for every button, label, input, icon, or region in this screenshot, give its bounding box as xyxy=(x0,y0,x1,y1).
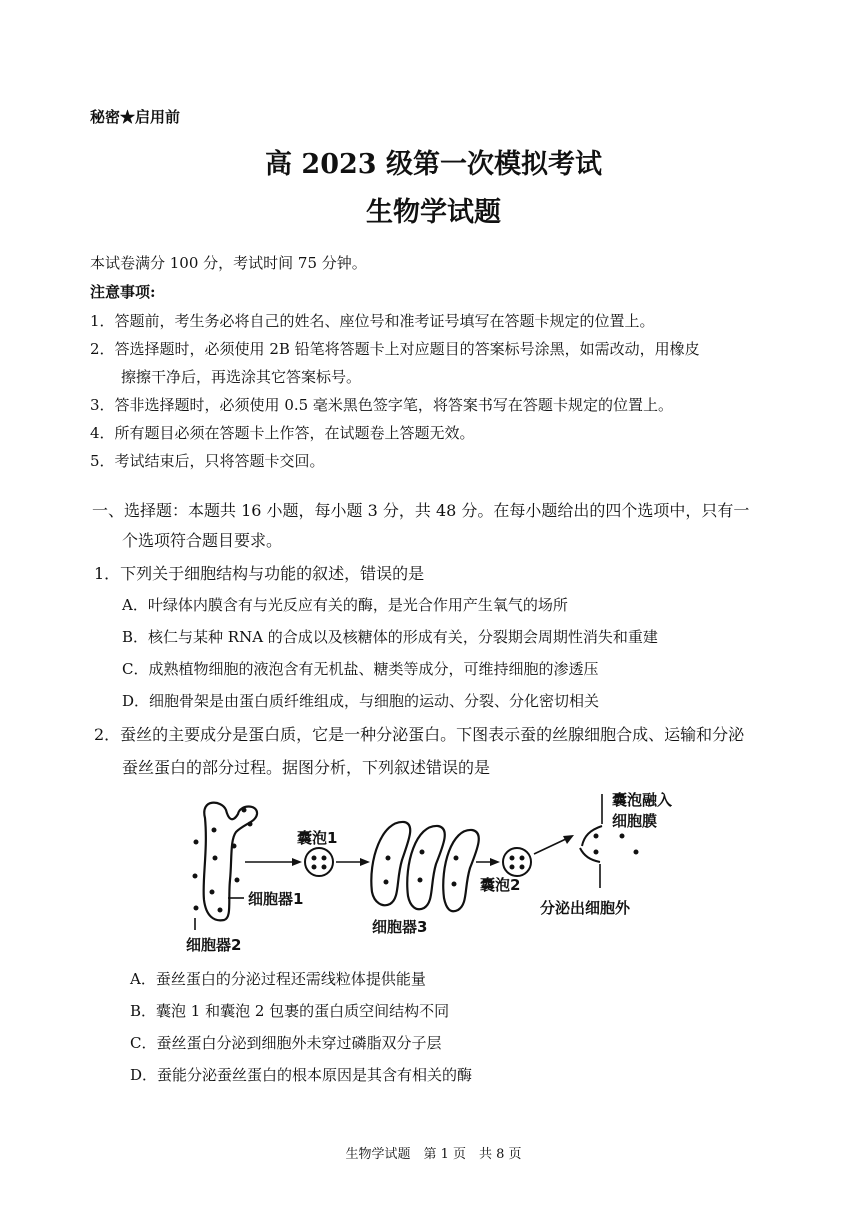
page-footer: 生物学试题 第 1 页 共 8 页 xyxy=(345,1147,522,1162)
note-item: 5．考试结束后，只将答题卡交回。 xyxy=(90,452,325,470)
q2-option-a: A．蚕丝蛋白的分泌过程还需线粒体提供能量 xyxy=(130,970,426,988)
organelle2-label: 细胞器2 xyxy=(186,936,242,954)
ribosome-dots xyxy=(193,808,253,913)
vesicle-fuse-label: 囊泡融入 xyxy=(612,791,673,809)
question-1-stem: 1．下列关于细胞结构与功能的叙述，错误的是 xyxy=(94,564,425,583)
section-heading-cont: 个选项符合题目要求。 xyxy=(122,531,283,550)
secretion-diagram xyxy=(0,780,867,960)
exam-duration: 本试卷满分 100 分，考试时间 75 分钟。 xyxy=(90,254,367,272)
question-2-stem: 2．蚕丝的主要成分是蛋白质，它是一种分泌蛋白。下图表示蚕的丝腺细胞合成、运输和分泌 xyxy=(94,725,745,744)
vesicle2-label: 囊泡2 xyxy=(480,876,521,894)
q1-option-a: A．叶绿体内膜含有与光反应有关的酶，是光合作用产生氧气的场所 xyxy=(122,596,568,614)
q2-option-c: C．蚕丝蛋白分泌到细胞外未穿过磷脂双分子层 xyxy=(130,1034,442,1052)
organelle1-label: 细胞器1 xyxy=(248,890,304,908)
note-item: 擦擦干净后，再选涂其它答案标号。 xyxy=(121,368,362,386)
vesicle-fuse-label: 细胞膜 xyxy=(612,812,658,830)
question-2-stem-cont: 蚕丝蛋白的部分过程。据图分析，下列叙述错误的是 xyxy=(122,758,491,777)
organelle3-label: 细胞器3 xyxy=(372,918,428,936)
note-item: 4．所有题目必须在答题卡上作答，在试题卷上答题无效。 xyxy=(90,424,475,442)
section-heading: 一、选择题：本题共 16 小题，每小题 3 分，共 48 分。在每小题给出的四个选项中，只有一 xyxy=(92,501,750,520)
exam-title: 高 2023 级第一次模拟考试 xyxy=(265,149,602,180)
note-item: 2．答选择题时，必须使用 2B 铅笔将答题卡上对应题目的答案标号涂黑，如需改动，用橡皮 xyxy=(90,340,700,358)
q2-option-d: D．蚕能分泌蚕丝蛋白的根本原因是其含有相关的酶 xyxy=(130,1066,473,1084)
note-item: 3．答非选择题时，必须使用 0.5 毫米黑色签字笔，将答案书写在答题卡规定的位置上。 xyxy=(90,396,673,414)
exam-subtitle: 生物学试题 xyxy=(366,197,501,228)
q1-option-d: D．细胞骨架是由蛋白质纤维组成，与细胞的运动、分裂、分化密切相关 xyxy=(122,692,600,710)
vesicle1-label: 囊泡1 xyxy=(297,829,338,847)
q1-option-b: B．核仁与某种 RNA 的合成以及核糖体的形成有关，分裂期会周期性消失和重建 xyxy=(122,628,658,646)
organelle-3-shape xyxy=(371,822,478,911)
confidential-label: 秘密★启用前 xyxy=(90,108,181,126)
q1-option-c: C．成熟植物细胞的液泡含有无机盐、糖类等成分，可维持细胞的渗透压 xyxy=(122,660,599,678)
secretion-label: 分泌出细胞外 xyxy=(540,899,631,917)
note-item: 1．答题前，考生务必将自己的姓名、座位号和准考证号填写在答题卡规定的位置上。 xyxy=(90,312,655,330)
notes-title: 注意事项: xyxy=(90,283,156,301)
q2-option-b: B．囊泡 1 和囊泡 2 包裹的蛋白质空间结构不同 xyxy=(130,1002,450,1020)
